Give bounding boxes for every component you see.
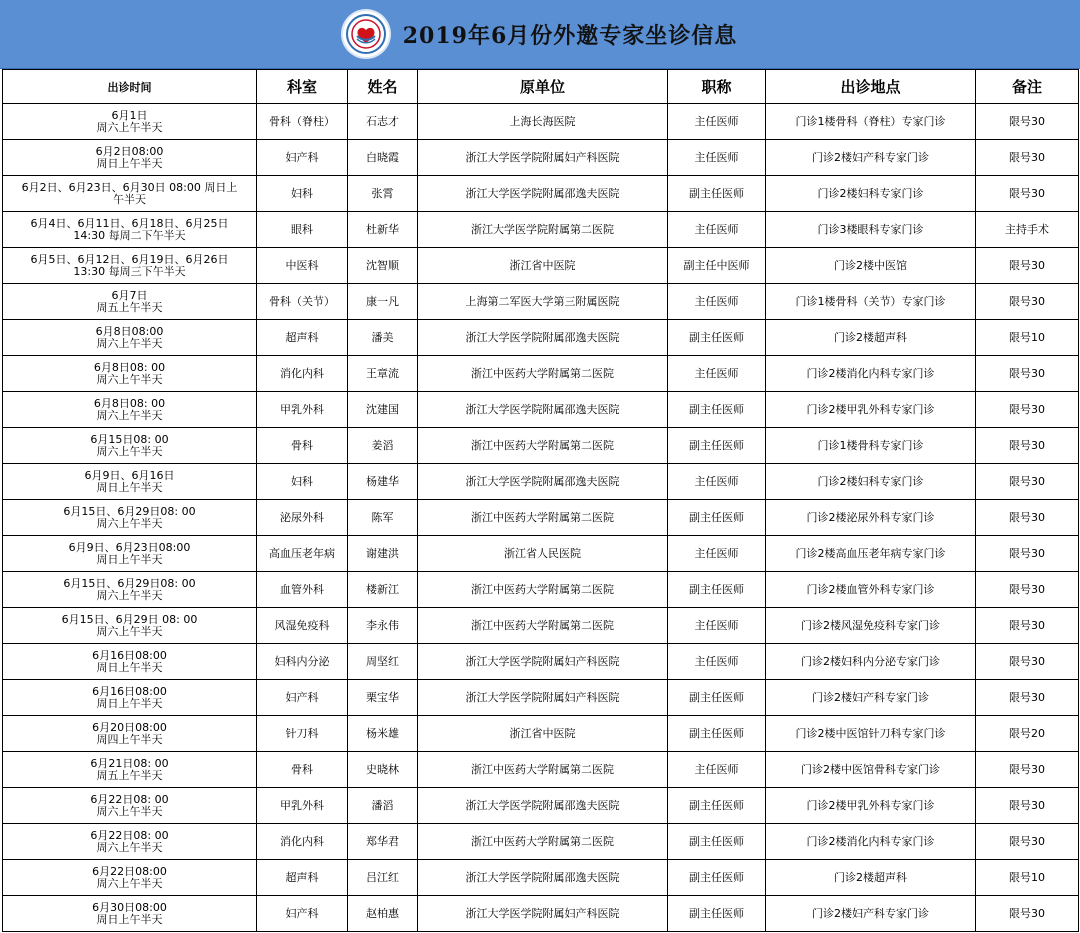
table-row bbox=[3, 716, 1079, 752]
cell-dept: 中医科 bbox=[257, 248, 348, 284]
cell-time: 6月8日08:00 周六上午半天 bbox=[3, 320, 257, 356]
cell-name: 姜滔 bbox=[348, 428, 418, 464]
cell-location: 门诊2楼妇科内分泌专家门诊 bbox=[766, 644, 976, 680]
cell-dept: 妇产科 bbox=[257, 896, 348, 932]
table-row bbox=[3, 824, 1079, 860]
cell-name: 沈建国 bbox=[348, 392, 418, 428]
cell-dept: 妇科 bbox=[257, 176, 348, 212]
cell-time: 6月15日、6月29日08: 00 周六上午半天 bbox=[3, 572, 257, 608]
cell-time: 6月15日、6月29日 08: 00 周六上午半天 bbox=[3, 608, 257, 644]
cell-unit: 浙江大学医学院附属妇产科医院 bbox=[418, 896, 668, 932]
cell-time: 6月1日 周六上午半天 bbox=[3, 104, 257, 140]
cell-location: 门诊2楼中医馆针刀科专家门诊 bbox=[766, 716, 976, 752]
cell-time: 6月4日、6月11日、6月18日、6月25日 14:30 每周二下午半天 bbox=[3, 212, 257, 248]
cell-unit: 浙江中医药大学附属第二医院 bbox=[418, 572, 668, 608]
cell-title: 主任医师 bbox=[668, 644, 766, 680]
cell-name: 康一凡 bbox=[348, 284, 418, 320]
column-header-unit: 原单位 bbox=[418, 70, 668, 104]
cell-unit: 浙江中医药大学附属第二医院 bbox=[418, 500, 668, 536]
cell-title: 副主任医师 bbox=[668, 860, 766, 896]
cell-title: 主任医师 bbox=[668, 608, 766, 644]
cell-time: 6月15日、6月29日08: 00 周六上午半天 bbox=[3, 500, 257, 536]
cell-unit: 浙江省人民医院 bbox=[418, 536, 668, 572]
cell-time: 6月2日08:00 周日上午半天 bbox=[3, 140, 257, 176]
cell-title: 主任医师 bbox=[668, 464, 766, 500]
table-header-row bbox=[3, 70, 1079, 104]
cell-time: 6月15日08: 00 周六上午半天 bbox=[3, 428, 257, 464]
cell-location: 门诊2楼超声科 bbox=[766, 320, 976, 356]
cell-title: 副主任医师 bbox=[668, 824, 766, 860]
cell-dept: 超声科 bbox=[257, 860, 348, 896]
cell-unit: 浙江中医药大学附属第二医院 bbox=[418, 608, 668, 644]
cell-note: 限号30 bbox=[976, 104, 1079, 140]
cell-note: 主持手术 bbox=[976, 212, 1079, 248]
cell-title: 主任医师 bbox=[668, 104, 766, 140]
table-row bbox=[3, 680, 1079, 716]
cell-time: 6月20日08:00 周四上午半天 bbox=[3, 716, 257, 752]
cell-time: 6月22日08: 00 周六上午半天 bbox=[3, 824, 257, 860]
cell-unit: 浙江大学医学院附属邵逸夫医院 bbox=[418, 176, 668, 212]
table-row bbox=[3, 644, 1079, 680]
cell-dept: 妇产科 bbox=[257, 140, 348, 176]
cell-title: 副主任中医师 bbox=[668, 248, 766, 284]
cell-unit: 浙江中医药大学附属第二医院 bbox=[418, 356, 668, 392]
cell-unit: 浙江大学医学院附属邵逸夫医院 bbox=[418, 320, 668, 356]
cell-unit: 浙江省中医院 bbox=[418, 248, 668, 284]
cell-unit: 浙江大学医学院附属第二医院 bbox=[418, 212, 668, 248]
table-row bbox=[3, 176, 1079, 212]
cell-unit: 浙江大学医学院附属妇产科医院 bbox=[418, 680, 668, 716]
cell-note: 限号30 bbox=[976, 284, 1079, 320]
cell-time: 6月16日08:00 周日上午半天 bbox=[3, 680, 257, 716]
cell-time: 6月9日、6月16日 周日上午半天 bbox=[3, 464, 257, 500]
cell-note: 限号30 bbox=[976, 536, 1079, 572]
cell-title: 副主任医师 bbox=[668, 428, 766, 464]
cell-note: 限号30 bbox=[976, 500, 1079, 536]
cell-name: 吕江红 bbox=[348, 860, 418, 896]
column-header-time: 出诊时间 bbox=[3, 70, 257, 104]
cell-note: 限号10 bbox=[976, 860, 1079, 896]
cell-note: 限号30 bbox=[976, 788, 1079, 824]
cell-title: 副主任医师 bbox=[668, 572, 766, 608]
cell-dept: 骨科 bbox=[257, 428, 348, 464]
cell-note: 限号30 bbox=[976, 176, 1079, 212]
cell-location: 门诊2楼甲乳外科专家门诊 bbox=[766, 392, 976, 428]
table-row bbox=[3, 428, 1079, 464]
cell-name: 楼新江 bbox=[348, 572, 418, 608]
table-row bbox=[3, 464, 1079, 500]
cell-name: 杨建华 bbox=[348, 464, 418, 500]
cell-note: 限号30 bbox=[976, 572, 1079, 608]
cell-name: 潘美 bbox=[348, 320, 418, 356]
cell-note: 限号30 bbox=[976, 608, 1079, 644]
table-body bbox=[3, 104, 1079, 932]
cell-title: 副主任医师 bbox=[668, 320, 766, 356]
page-header bbox=[0, 0, 1080, 69]
cell-title: 主任医师 bbox=[668, 140, 766, 176]
cell-note: 限号30 bbox=[976, 248, 1079, 284]
cell-location: 门诊1楼骨科专家门诊 bbox=[766, 428, 976, 464]
table-row bbox=[3, 608, 1079, 644]
cell-dept: 消化内科 bbox=[257, 356, 348, 392]
cell-title: 副主任医师 bbox=[668, 680, 766, 716]
cell-unit: 浙江大学医学院附属妇产科医院 bbox=[418, 140, 668, 176]
cell-location: 门诊3楼眼科专家门诊 bbox=[766, 212, 976, 248]
cell-unit: 浙江大学医学院附属邵逸夫医院 bbox=[418, 392, 668, 428]
cell-location: 门诊2楼妇产科专家门诊 bbox=[766, 896, 976, 932]
cell-title: 主任医师 bbox=[668, 284, 766, 320]
cell-location: 门诊2楼风湿免疫科专家门诊 bbox=[766, 608, 976, 644]
cell-unit: 上海第二军医大学第三附属医院 bbox=[418, 284, 668, 320]
cell-name: 栗宝华 bbox=[348, 680, 418, 716]
cell-dept: 甲乳外科 bbox=[257, 392, 348, 428]
table-row bbox=[3, 788, 1079, 824]
cell-time: 6月16日08:00 周日上午半天 bbox=[3, 644, 257, 680]
cell-note: 限号30 bbox=[976, 356, 1079, 392]
cell-time: 6月30日08:00 周日上午半天 bbox=[3, 896, 257, 932]
cell-location: 门诊2楼中医馆骨科专家门诊 bbox=[766, 752, 976, 788]
table-row bbox=[3, 752, 1079, 788]
table-row bbox=[3, 248, 1079, 284]
cell-name: 杜新华 bbox=[348, 212, 418, 248]
cell-note: 限号30 bbox=[976, 428, 1079, 464]
cell-name: 李永伟 bbox=[348, 608, 418, 644]
cell-location: 门诊2楼泌尿外科专家门诊 bbox=[766, 500, 976, 536]
column-header-dept: 科室 bbox=[257, 70, 348, 104]
cell-location: 门诊2楼高血压老年病专家门诊 bbox=[766, 536, 976, 572]
table-row bbox=[3, 140, 1079, 176]
cell-dept: 妇科 bbox=[257, 464, 348, 500]
cell-dept: 泌尿外科 bbox=[257, 500, 348, 536]
cell-location: 门诊2楼中医馆 bbox=[766, 248, 976, 284]
cell-dept: 针刀科 bbox=[257, 716, 348, 752]
cell-title: 副主任医师 bbox=[668, 716, 766, 752]
cell-unit: 浙江中医药大学附属第二医院 bbox=[418, 428, 668, 464]
cell-dept: 妇科内分泌 bbox=[257, 644, 348, 680]
hospital-heart-logo-icon bbox=[343, 11, 389, 57]
cell-note: 限号30 bbox=[976, 680, 1079, 716]
table-row bbox=[3, 572, 1079, 608]
cell-title: 副主任医师 bbox=[668, 176, 766, 212]
cell-location: 门诊2楼妇科专家门诊 bbox=[766, 176, 976, 212]
cell-location: 门诊2楼消化内科专家门诊 bbox=[766, 356, 976, 392]
table-row bbox=[3, 500, 1079, 536]
cell-title: 主任医师 bbox=[668, 212, 766, 248]
cell-time: 6月8日08: 00 周六上午半天 bbox=[3, 356, 257, 392]
cell-name: 史晓林 bbox=[348, 752, 418, 788]
cell-time: 6月21日08: 00 周五上午半天 bbox=[3, 752, 257, 788]
cell-note: 限号30 bbox=[976, 392, 1079, 428]
cell-time: 6月8日08: 00 周六上午半天 bbox=[3, 392, 257, 428]
cell-unit: 浙江大学医学院附属邵逸夫医院 bbox=[418, 464, 668, 500]
table-row bbox=[3, 536, 1079, 572]
cell-unit: 浙江中医药大学附属第二医院 bbox=[418, 752, 668, 788]
cell-dept: 消化内科 bbox=[257, 824, 348, 860]
table-row bbox=[3, 104, 1079, 140]
cell-dept: 骨科（脊柱） bbox=[257, 104, 348, 140]
cell-name: 石志才 bbox=[348, 104, 418, 140]
cell-dept: 风湿免疫科 bbox=[257, 608, 348, 644]
cell-location: 门诊1楼骨科（脊柱）专家门诊 bbox=[766, 104, 976, 140]
cell-location: 门诊2楼消化内科专家门诊 bbox=[766, 824, 976, 860]
cell-note: 限号30 bbox=[976, 644, 1079, 680]
cell-unit: 浙江大学医学院附属邵逸夫医院 bbox=[418, 788, 668, 824]
cell-note: 限号10 bbox=[976, 320, 1079, 356]
table-row bbox=[3, 212, 1079, 248]
table-row bbox=[3, 860, 1079, 896]
cell-location: 门诊2楼甲乳外科专家门诊 bbox=[766, 788, 976, 824]
column-header-location: 出诊地点 bbox=[766, 70, 976, 104]
cell-dept: 血管外科 bbox=[257, 572, 348, 608]
cell-dept: 甲乳外科 bbox=[257, 788, 348, 824]
page-title: 2019年6月份外邀专家坐诊信息 bbox=[402, 22, 738, 49]
cell-note: 限号20 bbox=[976, 716, 1079, 752]
table-row bbox=[3, 356, 1079, 392]
cell-name: 张霄 bbox=[348, 176, 418, 212]
cell-location: 门诊2楼妇产科专家门诊 bbox=[766, 680, 976, 716]
cell-name: 潘滔 bbox=[348, 788, 418, 824]
cell-dept: 妇产科 bbox=[257, 680, 348, 716]
cell-time: 6月5日、6月12日、6月19日、6月26日 13:30 每周三下午半天 bbox=[3, 248, 257, 284]
cell-note: 限号30 bbox=[976, 140, 1079, 176]
cell-name: 周坚红 bbox=[348, 644, 418, 680]
cell-name: 郑华君 bbox=[348, 824, 418, 860]
cell-name: 赵柏惠 bbox=[348, 896, 418, 932]
cell-unit: 浙江大学医学院附属妇产科医院 bbox=[418, 644, 668, 680]
cell-dept: 骨科（关节） bbox=[257, 284, 348, 320]
cell-name: 杨米雄 bbox=[348, 716, 418, 752]
cell-name: 沈智顺 bbox=[348, 248, 418, 284]
cell-time: 6月22日08: 00 周六上午半天 bbox=[3, 788, 257, 824]
cell-note: 限号30 bbox=[976, 896, 1079, 932]
cell-time: 6月22日08:00 周六上午半天 bbox=[3, 860, 257, 896]
table-row bbox=[3, 284, 1079, 320]
cell-location: 门诊2楼超声科 bbox=[766, 860, 976, 896]
cell-note: 限号30 bbox=[976, 464, 1079, 500]
cell-location: 门诊2楼妇产科专家门诊 bbox=[766, 140, 976, 176]
cell-title: 副主任医师 bbox=[668, 392, 766, 428]
cell-title: 主任医师 bbox=[668, 536, 766, 572]
table-row bbox=[3, 392, 1079, 428]
cell-note: 限号30 bbox=[976, 824, 1079, 860]
column-header-title: 职称 bbox=[668, 70, 766, 104]
cell-title: 副主任医师 bbox=[668, 788, 766, 824]
cell-name: 白晓霞 bbox=[348, 140, 418, 176]
cell-time: 6月2日、6月23日、6月30日 08:00 周日上 午半天 bbox=[3, 176, 257, 212]
cell-dept: 高血压老年病 bbox=[257, 536, 348, 572]
cell-note: 限号30 bbox=[976, 752, 1079, 788]
cell-unit: 上海长海医院 bbox=[418, 104, 668, 140]
cell-title: 主任医师 bbox=[668, 752, 766, 788]
cell-location: 门诊1楼骨科（关节）专家门诊 bbox=[766, 284, 976, 320]
column-header-note: 备注 bbox=[976, 70, 1079, 104]
cell-name: 谢建洪 bbox=[348, 536, 418, 572]
cell-name: 陈军 bbox=[348, 500, 418, 536]
cell-location: 门诊2楼血管外科专家门诊 bbox=[766, 572, 976, 608]
cell-time: 6月9日、6月23日08:00 周日上午半天 bbox=[3, 536, 257, 572]
cell-time: 6月7日 周五上午半天 bbox=[3, 284, 257, 320]
cell-unit: 浙江大学医学院附属邵逸夫医院 bbox=[418, 860, 668, 896]
table-row bbox=[3, 320, 1079, 356]
cell-title: 主任医师 bbox=[668, 356, 766, 392]
cell-dept: 眼科 bbox=[257, 212, 348, 248]
cell-title: 副主任医师 bbox=[668, 896, 766, 932]
table-row bbox=[3, 896, 1079, 932]
cell-unit: 浙江省中医院 bbox=[418, 716, 668, 752]
cell-dept: 骨科 bbox=[257, 752, 348, 788]
column-header-name: 姓名 bbox=[348, 70, 418, 104]
cell-unit: 浙江中医药大学附属第二医院 bbox=[418, 824, 668, 860]
cell-title: 副主任医师 bbox=[668, 500, 766, 536]
cell-name: 王章流 bbox=[348, 356, 418, 392]
expert-schedule-table bbox=[2, 69, 1079, 932]
cell-dept: 超声科 bbox=[257, 320, 348, 356]
cell-location: 门诊2楼妇科专家门诊 bbox=[766, 464, 976, 500]
